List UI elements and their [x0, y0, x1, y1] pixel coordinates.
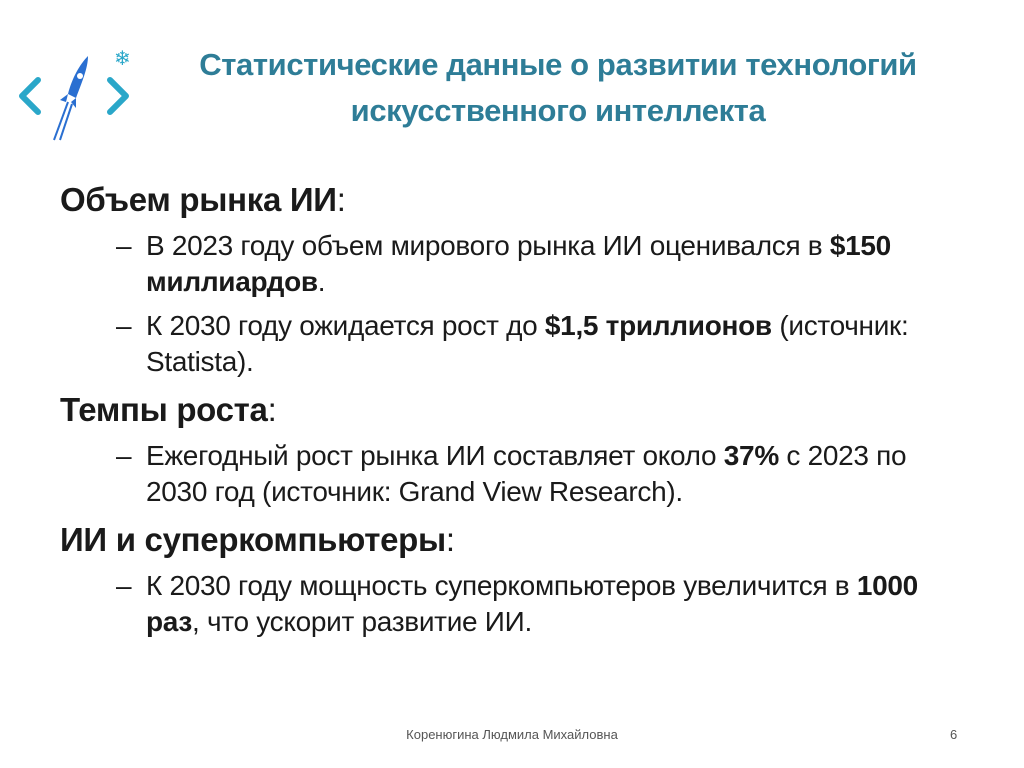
section-heading [60, 518, 980, 562]
slide-content [60, 178, 980, 648]
bullet-text: К 2030 году мощность суперкомпьютеров увеличится в [146, 570, 857, 601]
bullet-text: (источник: Statista). [146, 310, 909, 377]
list-item [60, 308, 946, 380]
section-heading-text: ИИ и суперкомпьютеры [60, 521, 446, 558]
bullet-highlight: $150 миллиардов [146, 230, 891, 297]
bullet-highlight: $1,5 триллионов [544, 310, 772, 341]
slide-title [138, 42, 978, 134]
bullet-text: К 2030 году ожидается рост до [146, 310, 545, 341]
bullet-text: В 2023 году объем мирового рынка ИИ оценивался в [146, 230, 830, 261]
slide-title-line2: искусственного интеллекта [350, 93, 766, 128]
heading-colon: : [445, 521, 455, 558]
list-item [60, 438, 946, 510]
bullet-text: Ежегодный рост рынка ИИ составляет около [146, 440, 724, 471]
page-number: 6 [950, 727, 958, 742]
section-growth-rate [60, 388, 980, 510]
snowflake-bullet-icon: ❄ [114, 48, 131, 70]
section-heading [60, 388, 980, 432]
dash-bullet: – [116, 570, 132, 601]
footer-author: Коренюгина Людмила Михайловна [406, 727, 618, 742]
heading-colon: : [336, 181, 346, 218]
section-heading-text: Объем рынка ИИ [60, 181, 337, 218]
section-heading-text: Темпы роста [60, 391, 268, 428]
heading-colon: : [267, 391, 277, 428]
bullet-text: , что ускорит развитие ИИ. [192, 606, 532, 637]
bullet-highlight: 1000 раз [146, 570, 918, 637]
bullet-highlight: 37% [723, 440, 779, 471]
list-item [60, 568, 946, 640]
dash-bullet: – [116, 230, 132, 261]
bullet-text: . [317, 266, 326, 297]
section-heading [60, 178, 980, 222]
bullet-text: с 2023 по 2030 год (источник: Grand View Research). [146, 440, 907, 507]
dash-bullet: – [116, 310, 132, 341]
section-supercomputers [60, 518, 980, 640]
list-item [60, 228, 946, 300]
dash-bullet: – [116, 440, 132, 471]
slide-title-line1: Статистические данные о развитии технологий [199, 47, 917, 82]
section-market-volume [60, 178, 980, 380]
